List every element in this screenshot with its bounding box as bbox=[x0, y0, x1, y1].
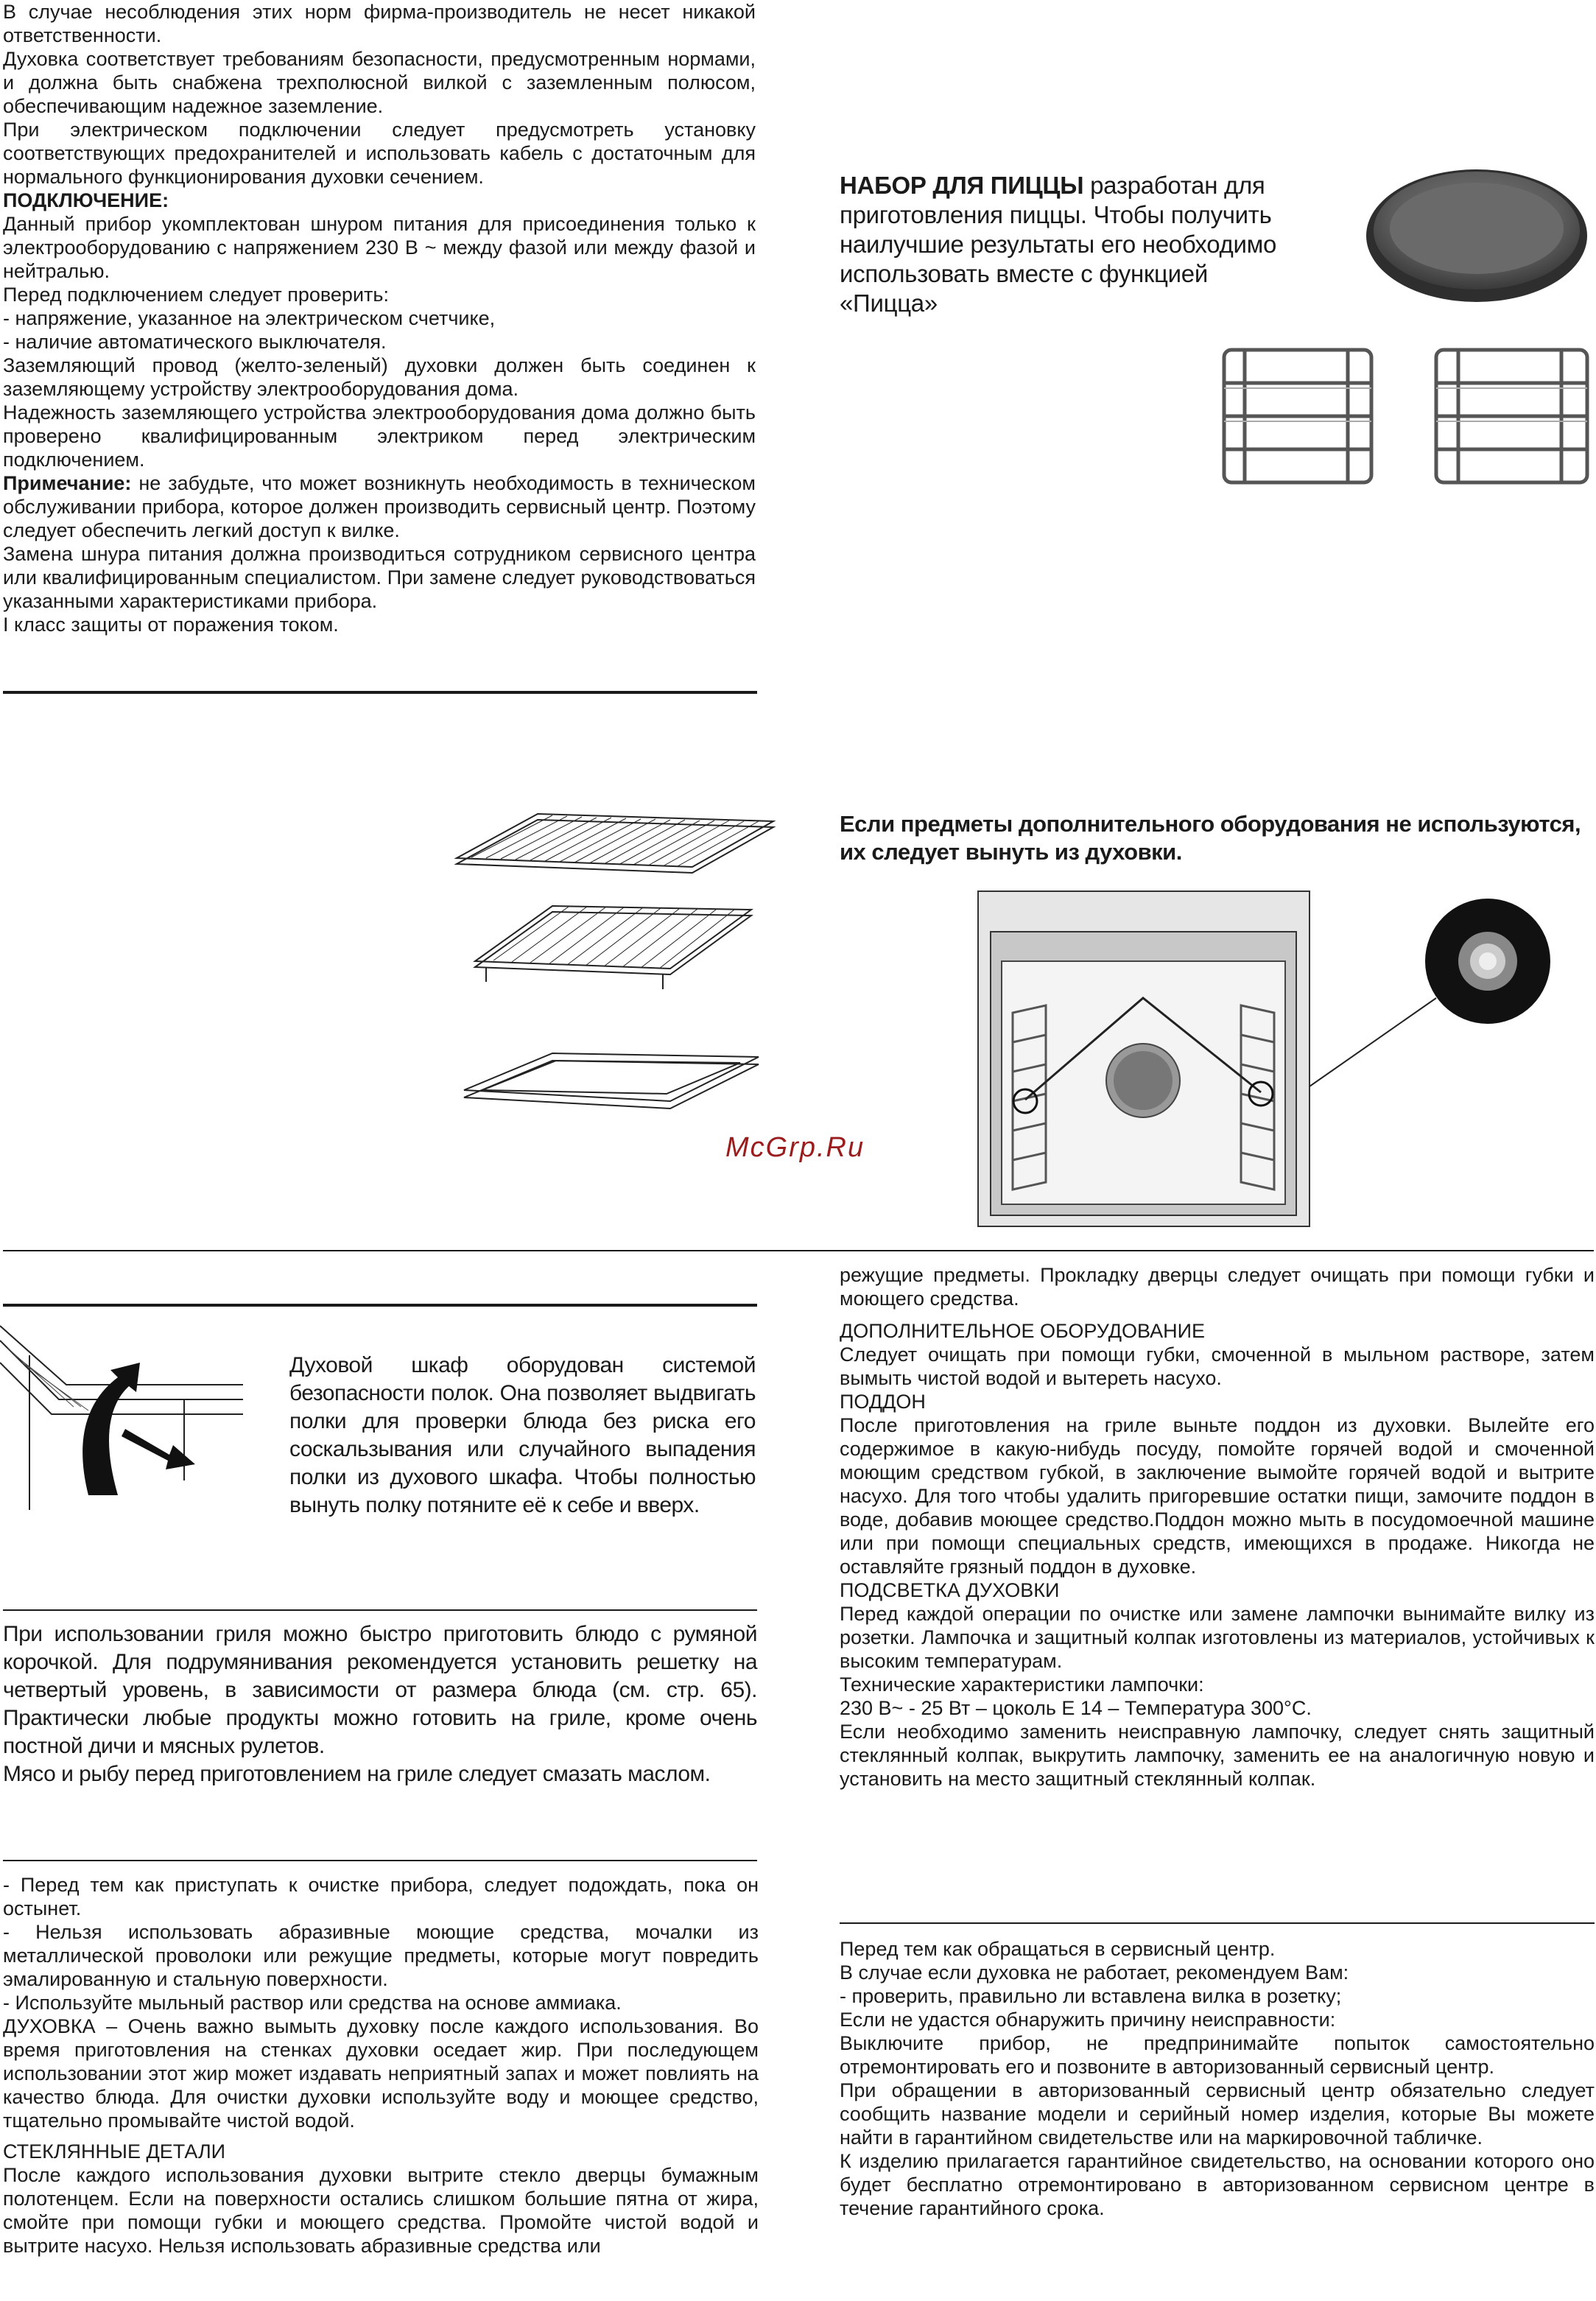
pizza-heading: НАБОР ДЛЯ ПИЦЦЫ bbox=[840, 172, 1084, 199]
shelf-removal-illustration bbox=[0, 1318, 243, 1517]
accessories-illustration bbox=[442, 799, 788, 1138]
paragraph: При обращении в авторизованный сервисный центр обязательно следует сообщить название модели и серийный номер изделия, которые Вы можете найти в гарантийном свидетельстве или на маркировочной табличке. bbox=[840, 2079, 1595, 2149]
paragraph: Данный прибор укомплектован шнуром питания для присоединения только к электрооборудованию с напряжением 230 В ~ между фазой или между фазой и нейтралью. bbox=[3, 213, 756, 282]
pizza-description: разработан для приготовления пиццы. Чтобы получить наилучшие результаты его необходимо использовать вместе с функцией «Пицца» bbox=[840, 172, 1277, 317]
oven-interior-illustration bbox=[972, 888, 1596, 1230]
section-divider bbox=[840, 1922, 1595, 1924]
light-heading: ПОДСВЕТКА ДУХОВКИ bbox=[840, 1579, 1060, 1601]
section-divider bbox=[3, 1304, 757, 1307]
paragraph: Если не удастся обнаружить причину неисправности: bbox=[840, 2009, 1336, 2031]
paragraph: Мясо и рыбу перед приготовлением на гриле следует смазать маслом. bbox=[3, 1762, 711, 1786]
glass-heading: СТЕКЛЯННЫЕ ДЕТАЛИ bbox=[3, 2140, 226, 2163]
cleaning-text bbox=[3, 1873, 759, 2258]
paragraph: После каждого использования духовки вытрите стекло дверцы бумажным полотенцем. Если на поверхности остались слишком большие пятна от жира, смойте при помощи губки и моющего средства. Промойте чистой водой и вытрите насухо. Нельзя использовать абразивные средства или bbox=[3, 2164, 759, 2257]
lamp-spec: 230 В~ - 25 Вт – цоколь Е 14 – Температура 300°С. bbox=[840, 1697, 1312, 1719]
paragraph: I класс защиты от поражения током. bbox=[3, 614, 339, 636]
watermark: McGrp.Ru bbox=[725, 1132, 865, 1163]
paragraph: При использовании гриля можно быстро приготовить блюдо с румяной корочкой. Для подрумянивания рекомендуется установить решетку на четвертый уровень, в зависимости от размера блюда (см. стр. 65). Практически любые продукты можно готовить на гриле, кроме очень постной дичи и мясных рулетов. bbox=[3, 1622, 757, 1758]
shelf-safety-text bbox=[289, 1352, 756, 1520]
note-label: Примечание: bbox=[3, 472, 132, 494]
note-paragraph bbox=[3, 471, 756, 542]
section-divider bbox=[3, 691, 757, 694]
paragraph: Перед каждой операции по очистке или замене лампочки вынимайте вилку из розетки. Лампочка и защитный колпак изготовлены из материалов, устойчивых к высоким температурам. bbox=[840, 1603, 1595, 1672]
lamp-spec-label: Технические характеристики лампочки: bbox=[840, 1673, 1204, 1696]
list-item: - Нельзя использовать абразивные моющие средства, мочалки из металлической проволоки или режущие предметы, которые могут повредить эмалированную и стальную поверхности. bbox=[3, 1921, 759, 1990]
tray-heading: ПОДДОН bbox=[840, 1391, 926, 1413]
section-divider bbox=[3, 1860, 757, 1861]
paragraph: Духовой шкаф оборудован системой безопасности полок. Она позволяет выдвигать полки для проверки блюда без риска его соскальзывания или случайного выпадения полки из духового шкафа. Чтобы полностью вынуть полку потяните её к себе и вверх. bbox=[289, 1353, 756, 1517]
paragraph: Духовка соответствует требованиям безопасности, предусмотренным нормами, и должна быть снабжена трехполюсной вилкой с заземленным полюсом, обеспечивающим надежное заземление. bbox=[3, 48, 756, 117]
section-divider bbox=[3, 1250, 1594, 1251]
list-item: - напряжение, указанное на электрическом счетчике, bbox=[3, 307, 496, 329]
accessories-heading: ДОПОЛНИТЕЛЬНОЕ ОБОРУДОВАНИЕ bbox=[840, 1320, 1206, 1342]
section-divider bbox=[3, 1609, 757, 1611]
grill-text bbox=[3, 1620, 757, 1788]
paragraph: Перед тем как обращаться в сервисный центр. bbox=[840, 1938, 1276, 1960]
paragraph: К изделию прилагается гарантийное свидетельство, на основании которого оно будет бесплатно отремонтировано в авторизованном сервисном центре в течение гарантийного срока. bbox=[840, 2150, 1595, 2219]
paragraph: В случае если духовка не работает, рекомендуем Вам: bbox=[840, 1961, 1349, 1984]
paragraph: Выключите прибор, не предпринимайте попыток самостоятельно отремонтировать его и позвоните в авторизованный сервисный центр. bbox=[840, 2032, 1595, 2078]
paragraph: Если необходимо заменить неисправную лампочку, следует снять защитный стеклянный колпак, выкрутить лампочку, заменить ее на аналогичную новую и установить на место защитный стеклянный колпак. bbox=[840, 1721, 1595, 1790]
paragraph: После приготовления на гриле выньте поддон из духовки. Вылейте его содержимое в какую-нибудь посуду, помойте горячей водой и смоченной моющим средством губкой, в заключение вымойте горячей водой и вытрите насухо. Для того чтобы удалить пригоревшие остатки пищи, замочите поддон в воде, добавив моющее средство.Поддон можно мыть в посудомоечной машине или при помощи специальных средств, имеющихся в продаже. Никогда не оставляйте грязный поддон в духовке. bbox=[840, 1414, 1595, 1578]
note-text: не забудьте, что может возникнуть необходимость в техническом обслуживании прибора, которое должен производить сервисный центр. Поэтому следует обеспечить легкий доступ к вилке. bbox=[3, 472, 756, 541]
list-item: - Используйте мыльный раствор или средства на основе аммиака. bbox=[3, 1992, 622, 2014]
paragraph: режущие предметы. Прокладку дверцы следует очищать при помощи губки и моющего средства. bbox=[840, 1264, 1595, 1310]
side-racks-image bbox=[1215, 335, 1596, 493]
accessories-notice: Если предметы дополнительного оборудования не используются, их следует вынуть из духовки. bbox=[840, 811, 1581, 865]
paragraph: ДУХОВКА – Очень важно вымыть духовку после каждого использования. Во время приготовления на стенках духовки оседает жир. При последующем использовании этот жир может издавать неприятный запах и может повлиять на качество блюда. Для очистки духовки используйте воду и моющее средство, тщательно промывайте чистой водой. bbox=[3, 2015, 759, 2132]
paragraph: При электрическом подключении следует предусмотреть установку соответствующих предохранителей и использовать кабель с достаточным для нормального функционирования духовки сечением. bbox=[3, 119, 756, 188]
list-item: - проверить, правильно ли вставлена вилка в розетку; bbox=[840, 1985, 1342, 2007]
paragraph: Следует очищать при помощи губки, смоченной в мыльном растворе, затем вымыть чистой водой и вытереть насухо. bbox=[840, 1343, 1595, 1389]
paragraph: Заземляющий провод (желто-зеленый) духовки должен быть соединен к заземляющему устройству электрооборудования дома. bbox=[3, 354, 756, 400]
paragraph: Надежность заземляющего устройства электрооборудования дома должно быть проверено квалифицированным электриком перед электрическим подключением. bbox=[3, 401, 756, 471]
installation-text bbox=[3, 0, 756, 636]
paragraph: Перед подключением следует проверить: bbox=[3, 284, 389, 306]
maintenance-text bbox=[840, 1263, 1595, 1791]
pizza-set-text bbox=[840, 171, 1311, 318]
service-text bbox=[840, 1937, 1595, 2220]
connection-heading: ПОДКЛЮЧЕНИЕ: bbox=[3, 189, 169, 211]
paragraph: Замена шнура питания должна производиться сотрудником сервисного центра или квалифицированным специалистом. При замене следует руководствоваться указанными характеристиками прибора. bbox=[3, 543, 756, 612]
list-item: - наличие автоматического выключателя. bbox=[3, 331, 387, 353]
pizza-pan-image bbox=[1355, 158, 1596, 306]
paragraph: В случае несоблюдения этих норм фирма-производитель не несет никакой ответственности. bbox=[3, 1, 756, 46]
list-item: - Перед тем как приступать к очистке прибора, следует подождать, пока он остынет. bbox=[3, 1874, 759, 1919]
